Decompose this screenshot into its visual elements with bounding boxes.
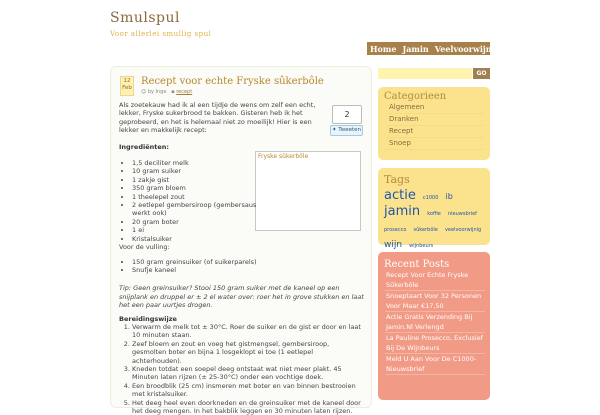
post-date-day: 12 xyxy=(123,78,131,84)
post-tip: Tip: Geen greinsuiker? Stooi 150 gram suiker met de kaneel op een snijplank en druppel er ± 2 el water over: roer het in grove stukken en laat het een paar uurtjes drogen. xyxy=(119,284,364,310)
list-item: • 1 zakje gist xyxy=(132,176,257,184)
category-link[interactable]: Recept xyxy=(386,126,484,138)
list-item: • 20 gram boter xyxy=(132,218,257,226)
list-item: • 1 ei xyxy=(132,226,257,234)
list-item: 2. Zeef bloem en zout en voeg het gistmengsel, gembersiroop, gesmolten boter en bijna 1 losgeklopt ei toe (1 eetlepel achterhouden). xyxy=(132,340,364,365)
filling-list xyxy=(119,258,364,275)
post-title[interactable]: Recept voor echte Fryske sûkerbôle xyxy=(141,76,324,87)
tag-link[interactable]: wijnbeurs xyxy=(409,243,434,249)
list-item: 4. Een broodblik (25 cm) insmeren met boter en van binnen bestrooien met kristalsuiker. xyxy=(132,382,364,399)
tag-link[interactable]: sûkerbôle xyxy=(413,227,438,233)
recent-post-link[interactable]: Snoeptaart Voor 32 Personen Voor Maar €17,50 xyxy=(385,291,485,312)
list-item: • 1,5 deciliter melk xyxy=(132,159,257,167)
tag-link[interactable]: prosecco xyxy=(384,227,407,233)
author-icon: ☺ xyxy=(141,89,147,95)
list-item: • 150 gram greinsuiker (of suikerparels) xyxy=(132,258,364,266)
steps-list xyxy=(119,323,364,415)
post-card xyxy=(110,66,372,415)
filling-heading: Voor de vulling: xyxy=(119,243,170,252)
tag-link[interactable]: actie xyxy=(384,188,416,203)
recent-post-link[interactable]: Meld U Aan Voor De C1000-Nieuwsbrief xyxy=(385,354,485,375)
recent-posts-title: Recent Posts xyxy=(384,259,450,270)
list-item: • 1 theelepel zout xyxy=(132,193,257,201)
list-item: 1. Verwarm de melk tot ± 30°C. Roer de suiker en de gist er door en laat 10 minuten staan. xyxy=(132,323,364,340)
tweet-count: 2 xyxy=(332,105,362,124)
tag-link[interactable]: nieuwsbrief xyxy=(447,211,477,217)
tag-link[interactable]: jamin xyxy=(384,204,421,219)
tweet-button-label: Tweeten xyxy=(338,127,362,133)
nav-item-veelvoorwijnig[interactable]: Veelvoorwijnig xyxy=(434,43,501,54)
post-category-link[interactable]: recept xyxy=(176,89,193,95)
post-author: by Inge xyxy=(147,89,167,95)
tag-cloud xyxy=(384,188,484,252)
search-input[interactable] xyxy=(378,68,472,79)
list-item: 3. Kneden totdat een soepel deeg ontstaat wat niet meer plakt. 45 Minuten laten rijzen (± 25-30°C) onder een vochtige doek. xyxy=(132,365,364,382)
search-go-button[interactable]: GO xyxy=(473,68,490,79)
tag-link[interactable]: wijn xyxy=(384,240,403,250)
twitter-bird-icon: ✦ xyxy=(331,127,337,133)
site-tagline: Voor allerlei smullig spul xyxy=(110,30,212,38)
category-link[interactable]: Dranken xyxy=(386,114,484,126)
post-intro: Als zoetekauw had ik al een tijdje de wens om zelf een echt, lekker, Fryske sukerbrood te bakken. Gisteren heb ik het geprobeerd, en het is helemaal niet zo moeilijk! Hier is een lekker en makkelijk recept: xyxy=(119,101,316,135)
post-content xyxy=(119,101,364,415)
category-icon: ▪ xyxy=(171,89,175,95)
categories-widget xyxy=(378,87,490,160)
method-heading: Bereidingswijze xyxy=(119,314,177,323)
post-image-caption: Fryske sûkerbôle xyxy=(258,153,309,160)
recent-post-link[interactable]: Recept Voor Echte Fryske Sûkerbôle xyxy=(385,270,485,291)
post-date-badge xyxy=(120,76,134,96)
site-title[interactable]: Smulspul xyxy=(110,10,181,26)
ingredients-heading: Ingrediënten: xyxy=(119,142,169,151)
category-link[interactable]: Algemeen xyxy=(386,102,484,114)
tags-widget xyxy=(378,168,490,250)
nav-item-jamin[interactable]: Jamin xyxy=(402,43,429,54)
list-item: • Snufje kaneel xyxy=(132,266,364,274)
tag-link[interactable]: koffie xyxy=(427,211,441,217)
main-nav xyxy=(367,42,501,55)
nav-item-home[interactable]: Home xyxy=(370,43,397,54)
post-date-month: Feb xyxy=(122,85,132,92)
tags-title: Tags xyxy=(384,173,410,186)
category-link[interactable]: Snoep xyxy=(386,138,484,150)
tag-link[interactable]: veelvoorwijnig xyxy=(444,227,482,233)
tag-link[interactable]: c1000 xyxy=(422,195,439,201)
categories-title: Categorieen xyxy=(384,91,447,102)
recent-posts-list xyxy=(385,270,485,375)
recent-post-link[interactable]: La Pauline Prosecco, Exclusief Bij De Wijnbeurs xyxy=(385,333,485,354)
list-item: 5. Het deeg heel even doorkneden en de greinsuiker met de kaneel door het deeg mengen. In het bakblik leggen en 30 minuten laten rijzen. xyxy=(132,399,364,415)
recent-posts-widget xyxy=(378,252,490,400)
list-item: • 350 gram bloem xyxy=(132,184,257,192)
post-meta xyxy=(141,89,192,95)
ingredients-list xyxy=(119,159,257,243)
tag-link[interactable]: ib xyxy=(445,192,453,201)
recent-post-link[interactable]: Actie Gratis Verzending Bij Jamin.Nl Verlengd xyxy=(385,312,485,333)
list-item: • 2 eetlepel gembersiroop (gembersaus werkt ook) xyxy=(132,201,257,218)
list-item: • 10 gram suiker xyxy=(132,167,257,175)
list-item: • Kristalsuiker xyxy=(132,235,257,243)
categories-list xyxy=(386,102,484,150)
